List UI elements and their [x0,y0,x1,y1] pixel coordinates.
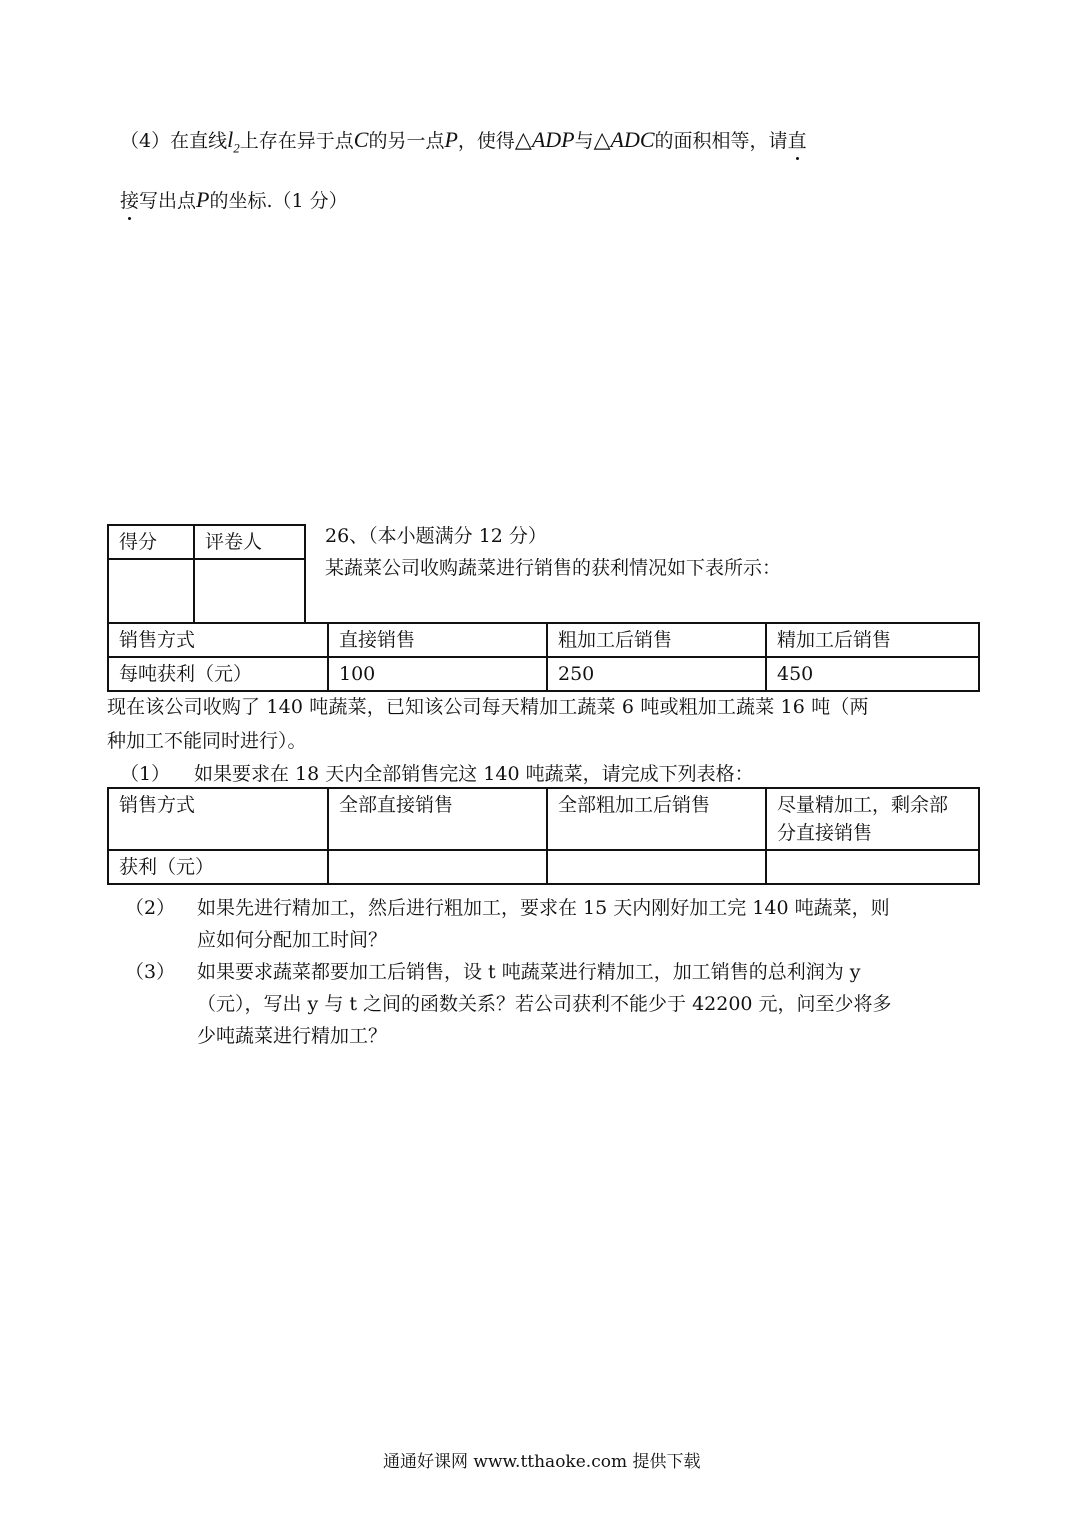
triangle-adp: △ADP [514,127,575,152]
q3-row [125,956,975,1052]
point-p: P [196,187,210,212]
q2-row [125,892,975,956]
q25-text: 写出点 [139,190,197,212]
q2-label: （2） [125,897,176,919]
q25-text: 在直线 [170,130,228,152]
q2-text [197,892,975,956]
q25-text: 与 [574,130,594,152]
table-header-cell: 粗加工后销售 [547,623,766,657]
q25-text: 上存在异于点 [239,130,354,152]
table-row [108,788,979,850]
q25-text: 的坐标.（1 分） [209,190,348,212]
q25-text: 的另一点 [368,130,445,152]
q26-q3 [125,956,975,1052]
grader-label: 评卷人 [194,525,305,559]
table-row [108,657,979,691]
q3-line: 如果要求蔬菜都要加工后销售，设 t 吨蔬菜进行精加工，加工销售的总利润为 y [197,961,861,983]
q26-q1 [120,759,754,786]
q26-title: 26、（本小题满分 12 分） [325,525,547,547]
table-header-cell: 全部直接销售 [328,788,547,850]
table-row [108,623,979,657]
score-cell[interactable] [108,559,194,623]
q26-paragraph-line2: 种加工不能同时进行）。 [107,730,307,752]
q3-label: （3） [125,961,176,983]
q25-part4-line1 [120,126,807,156]
l-var: l [227,127,234,152]
point-c: C [353,127,369,152]
triangle-adc: △ADC [593,127,655,152]
table-header-cell [766,788,979,850]
point-p: P [444,127,458,152]
header-line: 尽量精加工，剩余部 [777,794,949,816]
table-cell: 每吨获利（元） [108,657,328,691]
page-footer: 通通好课网 www.tthaoke.com 提供下载 [383,1452,701,1472]
q3-line: 少吨蔬菜进行精加工？ [197,1025,388,1047]
table-header-cell: 精加工后销售 [766,623,979,657]
q26-q2 [125,892,975,956]
table-header-cell: 全部粗加工后销售 [547,788,766,850]
q3-line: （元），写出 y 与 t 之间的函数关系？若公司获利不能少于 42200 元，问至少将多 [197,993,892,1015]
grader-cell[interactable] [194,559,305,623]
header-line: 分直接销售 [777,822,873,844]
q25-text: 的面积相等，请 [654,130,788,152]
q3-text [197,956,975,1052]
q1-text: 如果要求在 18 天内全部销售完这 140 吨蔬菜，请完成下列表格： [194,763,754,785]
table-header-cell: 销售方式 [108,623,328,657]
answer-cell[interactable] [766,850,979,884]
answer-table [107,787,980,885]
q25-text: ，使得 [457,130,515,152]
q25-part4-label: （4） [120,130,171,152]
answer-cell[interactable] [547,850,766,884]
table-cell: 获利（元） [108,850,328,884]
answer-cell[interactable] [328,850,547,884]
q2-line: 应如何分配加工时间？ [197,929,388,951]
emphasis-char: 直 [787,130,807,152]
q2-line: 如果先进行精加工，然后进行粗加工，要求在 15 天内刚好加工完 140 吨蔬菜，则 [197,897,890,919]
l-sub: 2 [233,140,240,156]
q26-paragraph-line1: 现在该公司收购了 140 吨蔬菜，已知该公司每天精加工蔬菜 6 吨或粗加工蔬菜 16 吨（两 [107,696,869,718]
table-cell: 250 [547,657,766,691]
q25-part4-line2 [120,186,348,213]
q1-label: （1） [120,763,171,785]
line-l-var [227,127,240,156]
table-cell: 100 [328,657,547,691]
q26-intro: 某蔬菜公司收购蔬菜进行销售的获利情况如下表所示： [325,557,782,579]
emphasis-char: 接 [120,190,140,212]
profit-table [107,622,980,692]
score-label: 得分 [108,525,194,559]
table-header-cell: 直接销售 [328,623,547,657]
table-cell: 450 [766,657,979,691]
table-row [108,850,979,884]
table-header-cell: 销售方式 [108,788,328,850]
score-box [107,524,306,624]
